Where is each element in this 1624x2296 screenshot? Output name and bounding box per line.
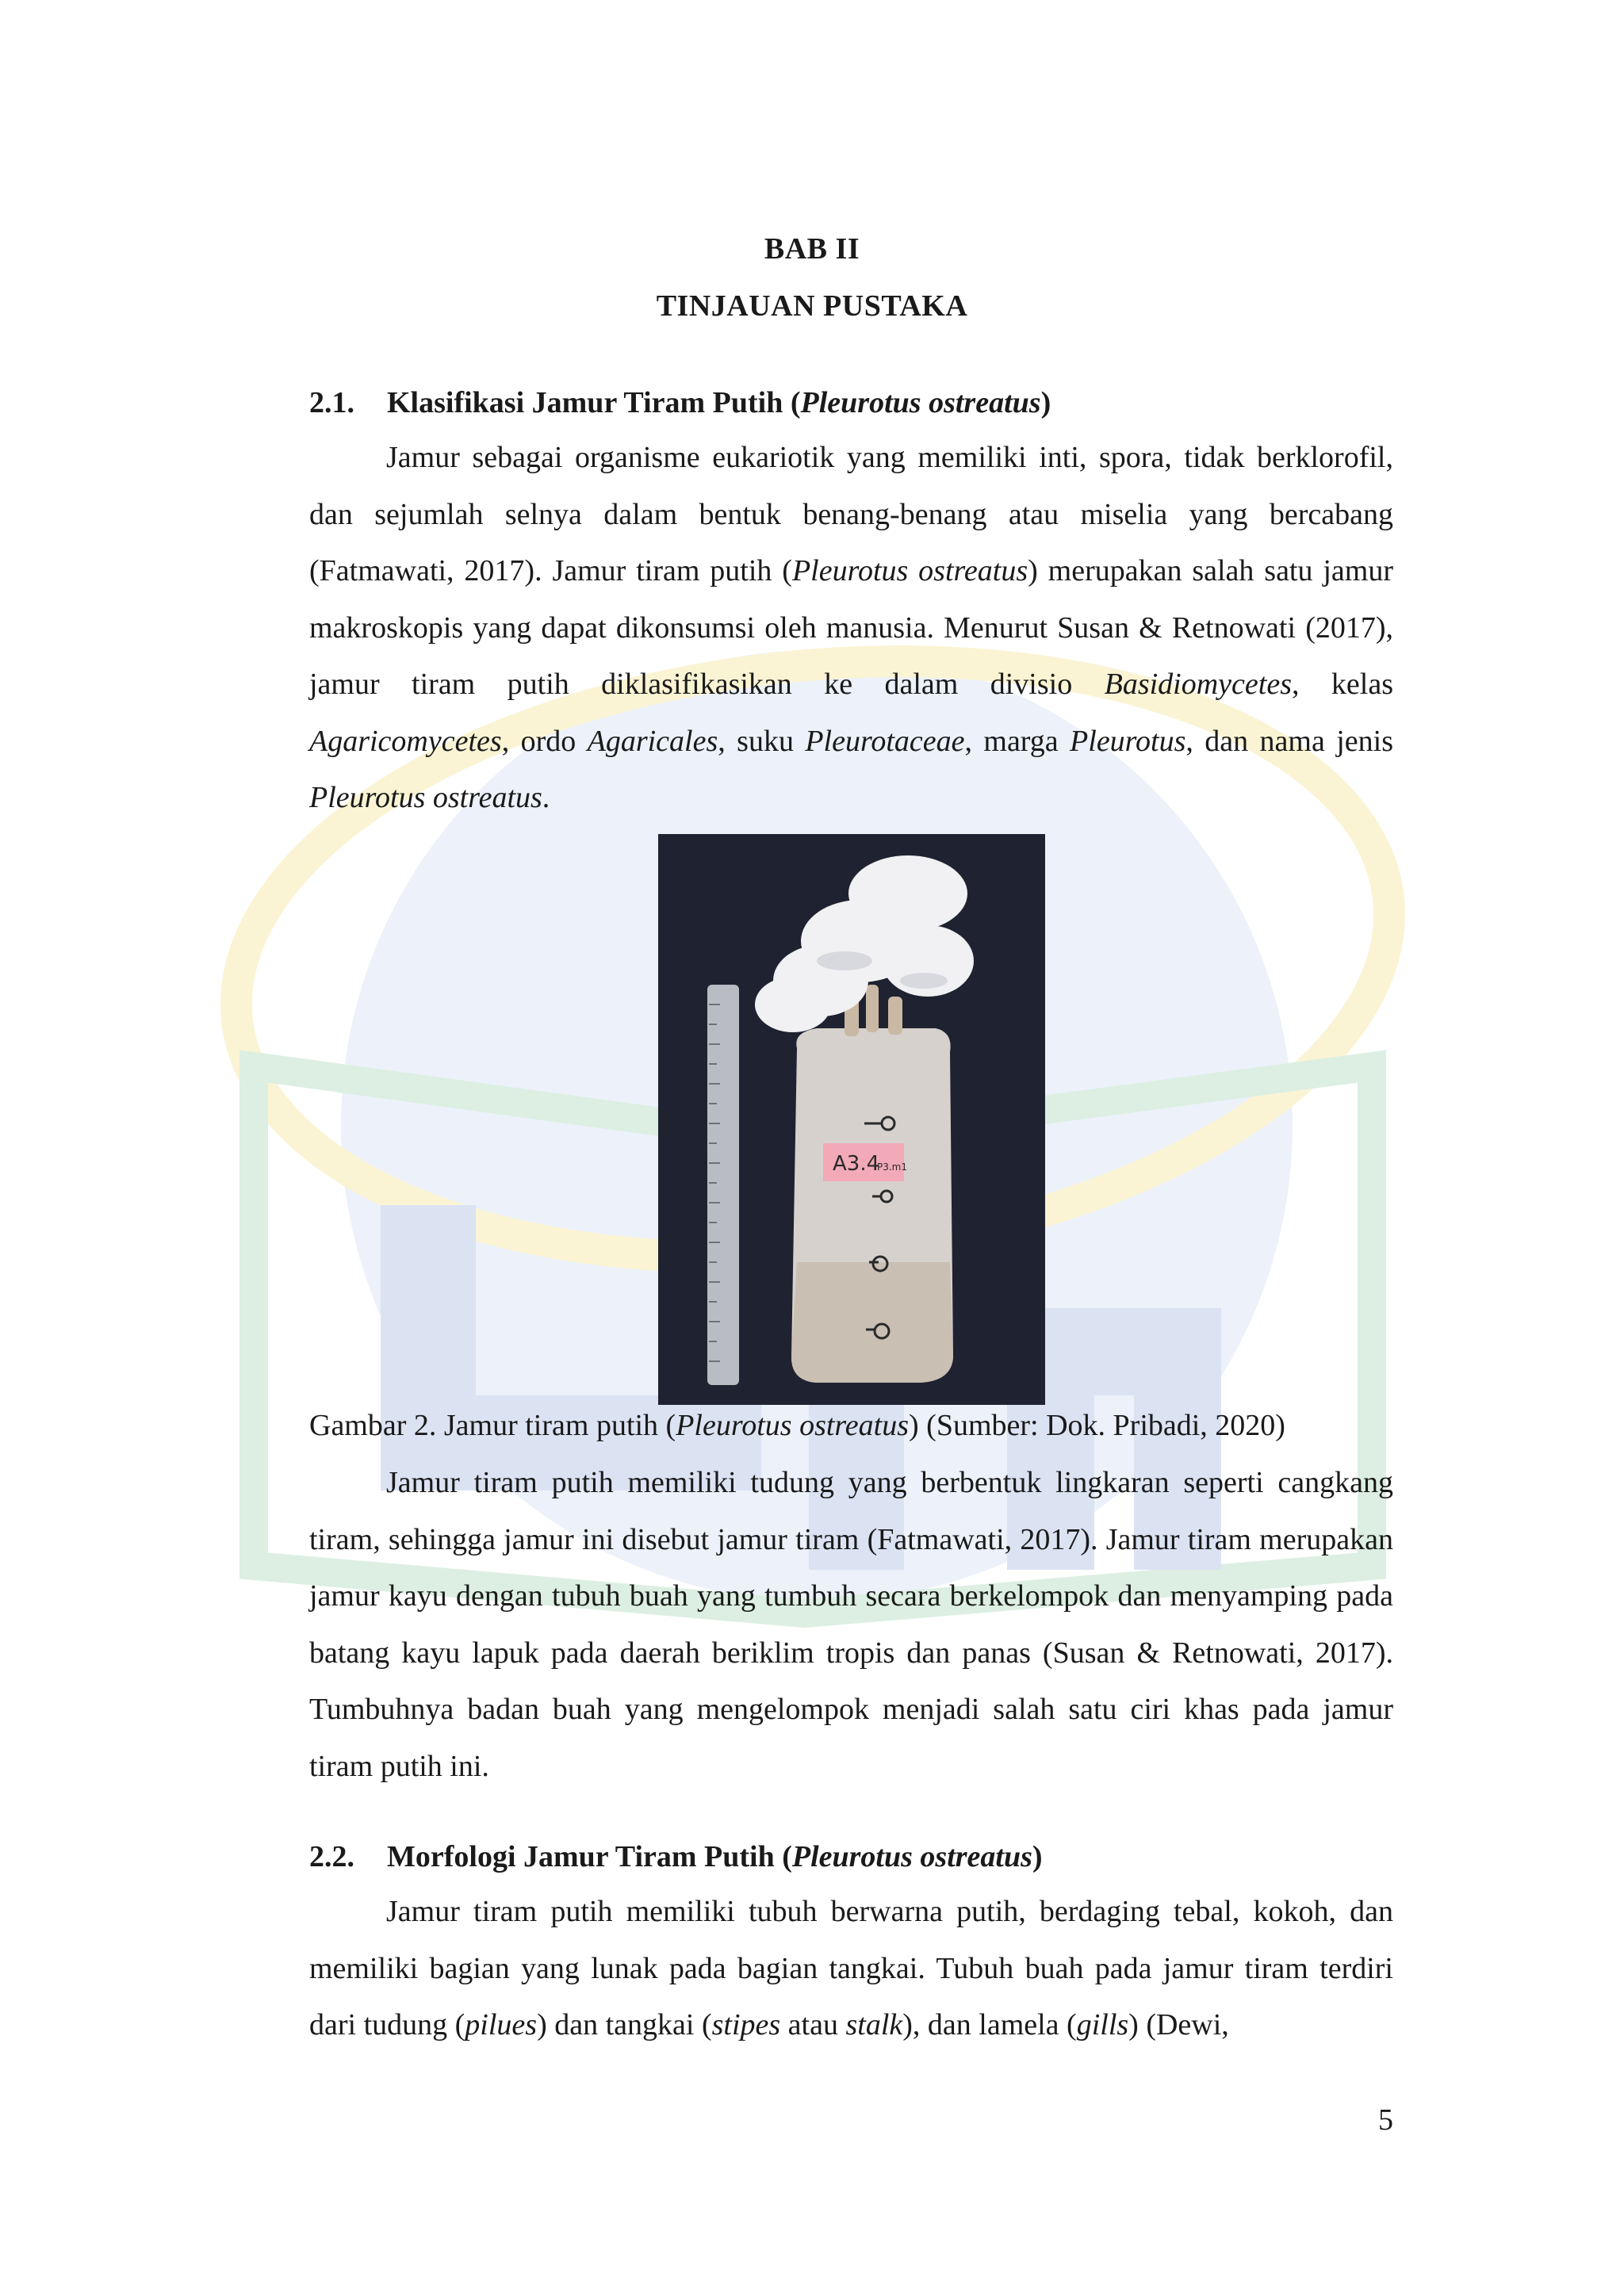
italic-term: Pleurotus ostreatus [791,554,1028,587]
caption-prefix: Gambar 2. Jamur tiram putih ( [309,1409,676,1442]
chapter-title: TINJAUAN PUSTAKA [656,289,968,323]
paragraph-body [309,1466,1393,1783]
paragraph-body [309,441,1393,814]
figure-caption [309,1398,1419,1455]
text-run: Jamur sebagai organisme eukariotik yang memiliki inti, spora, tidak berklorofil, dan sejumlah selnya dalam bentuk benang-benang atau miselia yang bercabang (Fatmawati, 2017). Jamur tiram putih ( [309,441,1393,587]
bag-label-small: P3.m1 [877,1161,908,1173]
text-run: , suku [718,724,806,758]
mushroom-photo [658,834,1045,1405]
text-run: ), dan lamela ( [902,2008,1077,2042]
text-run: , ordo [501,724,588,758]
section-title-italic: Pleurotus ostreatus [800,386,1041,419]
italic-term: Pleurotaceae [805,724,965,758]
text-run: Jamur tiram putih memiliki tubuh berwarna putih, berdaging tebal, kokoh, dan memiliki bagian yang lunak pada bagian tangkai. Tubuh buah pada jamur tiram terdiri dari tudung ( [309,1895,1393,2042]
section-title-suffix: ) [1032,1840,1043,1873]
paragraph-body [309,1895,1393,2042]
section-number: 2.1. [309,386,354,419]
bag-label-text: A3.4 [833,1152,880,1176]
italic-term: Pleurotus [1070,724,1186,758]
section-title-italic: Pleurotus ostreatus [791,1840,1032,1873]
text-run: ) dan tangkai ( [537,2008,712,2042]
text-run: Jamur tiram putih memiliki tudung yang berbentuk lingkaran seperti cangkang tiram, sehingga jamur ini disebut jamur tiram (Fatmawati, 2017). Jamur tiram merupakan jamur kayu dengan tubuh buah yang tumbuh secara berkelompok dan menyamping pada batang kayu lapuk pada daerah beriklim tropis dan panas (Susan & Retnowati, 2017). Tumbuhnya badan buah yang mengelompok menjadi salah satu ciri khas pada jamur tiram putih ini. [309,1466,1393,1783]
section-heading-2-2 [309,1839,1043,1874]
text-run: , kelas [1292,668,1393,701]
caption-italic: Pleurotus ostreatus [676,1409,910,1442]
caption-suffix: ) (Sumber: Dok. Pribadi, 2020) [909,1409,1285,1442]
text-run: ) (Dewi, [1128,2008,1229,2042]
section-heading-2-1 [309,385,1051,420]
section-title-prefix: Klasifikasi Jamur Tiram Putih ( [387,386,801,419]
text-run: atau [780,2008,846,2042]
section-title-suffix: ) [1040,386,1051,419]
italic-term: Agaricomycetes [309,724,502,758]
italic-term: stalk [845,2008,903,2042]
text-run: , marga [964,724,1071,758]
text-run: . [542,781,550,814]
bag-shading [791,1262,953,1383]
paragraph-morphology [309,1884,1393,2054]
text-run: ) merupakan salah satu jamur makroskopis yang dapat dikonsumsi oleh manusia. Menurut Susan & Retnowati (2017), jamur tiram putih diklasifikasikan ke dalam divisio [309,554,1394,701]
section-title-prefix: Morfologi Jamur Tiram Putih ( [387,1840,792,1873]
page-number: 5 [1378,2103,1393,2137]
paragraph-classification [309,430,1393,827]
chapter-label: BAB II [764,232,860,266]
italic-term: Basidiomycetes [1104,668,1292,701]
text-run: , dan nama jenis [1185,724,1393,758]
paragraph-morphology-intro [309,1455,1393,1795]
italic-term: Pleurotus ostreatus [309,781,542,814]
italic-term: gills [1076,2008,1129,2042]
italic-term: stipes [711,2008,781,2042]
section-number: 2.2. [309,1840,354,1873]
italic-term: Agaricales [587,724,718,758]
italic-term: pilues [465,2008,538,2042]
